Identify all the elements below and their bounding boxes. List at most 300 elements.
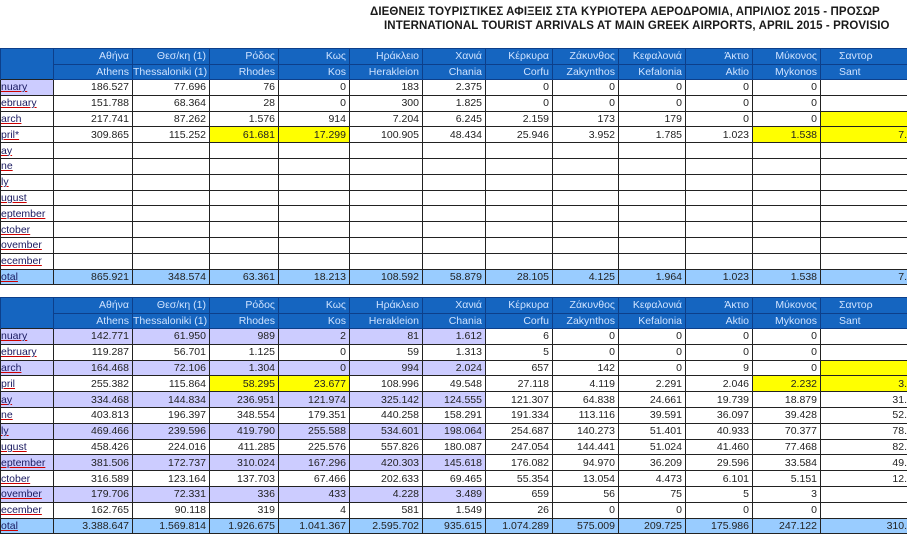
value-cell[interactable] bbox=[210, 206, 279, 222]
value-cell[interactable]: 0 bbox=[553, 344, 619, 360]
value-cell[interactable]: 58.879 bbox=[423, 269, 486, 285]
value-cell[interactable]: 3 bbox=[753, 486, 821, 502]
value-cell[interactable]: 173 bbox=[553, 111, 619, 127]
value-cell[interactable]: 0 bbox=[753, 111, 821, 127]
value-cell[interactable] bbox=[821, 486, 907, 502]
value-cell[interactable]: 2 bbox=[279, 329, 350, 345]
value-cell[interactable]: 0 bbox=[553, 80, 619, 96]
value-cell[interactable]: 63.361 bbox=[210, 269, 279, 285]
value-cell[interactable] bbox=[279, 206, 350, 222]
value-cell[interactable]: 61.950 bbox=[133, 329, 210, 345]
value-cell[interactable]: 224.016 bbox=[133, 439, 210, 455]
value-cell[interactable]: 36.097 bbox=[686, 407, 753, 423]
value-cell[interactable] bbox=[821, 222, 907, 238]
value-cell[interactable]: 3. bbox=[821, 376, 907, 392]
value-cell[interactable]: 69.465 bbox=[423, 471, 486, 487]
value-cell[interactable]: 3.952 bbox=[553, 127, 619, 143]
value-cell[interactable]: 247.122 bbox=[753, 518, 821, 534]
value-cell[interactable]: 2.159 bbox=[486, 111, 553, 127]
value-cell[interactable] bbox=[821, 174, 907, 190]
value-cell[interactable] bbox=[486, 206, 553, 222]
value-cell[interactable]: 310. bbox=[821, 518, 907, 534]
value-cell[interactable] bbox=[350, 158, 423, 174]
row-label-cell[interactable] bbox=[1, 237, 54, 253]
value-cell[interactable] bbox=[54, 190, 133, 206]
value-cell[interactable] bbox=[686, 190, 753, 206]
value-cell[interactable]: 309.865 bbox=[54, 127, 133, 143]
value-cell[interactable] bbox=[753, 222, 821, 238]
value-cell[interactable] bbox=[553, 222, 619, 238]
value-cell[interactable]: 7. bbox=[821, 269, 907, 285]
value-cell[interactable]: 81 bbox=[350, 329, 423, 345]
value-cell[interactable]: 659 bbox=[486, 486, 553, 502]
value-cell[interactable]: 914 bbox=[279, 111, 350, 127]
value-cell[interactable]: 1.785 bbox=[619, 127, 686, 143]
row-label-cell[interactable] bbox=[1, 423, 54, 439]
value-cell[interactable]: 186.527 bbox=[54, 80, 133, 96]
value-cell[interactable] bbox=[486, 253, 553, 269]
value-cell[interactable]: 172.737 bbox=[133, 455, 210, 471]
value-cell[interactable] bbox=[279, 143, 350, 159]
value-cell[interactable]: 27.118 bbox=[486, 376, 553, 392]
value-cell[interactable]: 119.287 bbox=[54, 344, 133, 360]
value-cell[interactable]: 381.506 bbox=[54, 455, 133, 471]
value-cell[interactable]: 1.023 bbox=[686, 127, 753, 143]
value-cell[interactable]: 2.046 bbox=[686, 376, 753, 392]
row-label-cell[interactable] bbox=[1, 253, 54, 269]
value-cell[interactable]: 989 bbox=[210, 329, 279, 345]
value-cell[interactable] bbox=[753, 174, 821, 190]
value-cell[interactable]: 0 bbox=[686, 502, 753, 518]
value-cell[interactable] bbox=[686, 158, 753, 174]
value-cell[interactable]: 121.974 bbox=[279, 392, 350, 408]
value-cell[interactable] bbox=[753, 158, 821, 174]
value-cell[interactable] bbox=[279, 237, 350, 253]
value-cell[interactable] bbox=[54, 206, 133, 222]
value-cell[interactable] bbox=[350, 143, 423, 159]
value-cell[interactable]: 0 bbox=[619, 502, 686, 518]
value-cell[interactable]: 5 bbox=[486, 344, 553, 360]
value-cell[interactable]: 0 bbox=[619, 95, 686, 111]
row-label-cell[interactable] bbox=[1, 127, 54, 143]
value-cell[interactable]: 0 bbox=[753, 502, 821, 518]
value-cell[interactable]: 4 bbox=[279, 502, 350, 518]
row-label-cell[interactable] bbox=[1, 111, 54, 127]
value-cell[interactable]: 180.087 bbox=[423, 439, 486, 455]
value-cell[interactable] bbox=[619, 222, 686, 238]
value-cell[interactable]: 254.687 bbox=[486, 423, 553, 439]
value-cell[interactable]: 6.101 bbox=[686, 471, 753, 487]
value-cell[interactable]: 61.681 bbox=[210, 127, 279, 143]
value-cell[interactable] bbox=[350, 222, 423, 238]
value-cell[interactable] bbox=[821, 95, 907, 111]
value-cell[interactable]: 0 bbox=[553, 95, 619, 111]
row-label-cell[interactable] bbox=[1, 455, 54, 471]
value-cell[interactable]: 31. bbox=[821, 392, 907, 408]
value-cell[interactable]: 225.576 bbox=[279, 439, 350, 455]
value-cell[interactable]: 70.377 bbox=[753, 423, 821, 439]
value-cell[interactable]: 59 bbox=[350, 344, 423, 360]
value-cell[interactable]: 0 bbox=[553, 502, 619, 518]
value-cell[interactable]: 25.946 bbox=[486, 127, 553, 143]
row-label-cell[interactable] bbox=[1, 439, 54, 455]
value-cell[interactable]: 39.428 bbox=[753, 407, 821, 423]
value-cell[interactable] bbox=[423, 158, 486, 174]
value-cell[interactable]: 469.466 bbox=[54, 423, 133, 439]
value-cell[interactable]: 145.618 bbox=[423, 455, 486, 471]
value-cell[interactable]: 164.468 bbox=[54, 360, 133, 376]
value-cell[interactable]: 18.879 bbox=[753, 392, 821, 408]
value-cell[interactable]: 78. bbox=[821, 423, 907, 439]
value-cell[interactable]: 48.434 bbox=[423, 127, 486, 143]
value-cell[interactable] bbox=[350, 190, 423, 206]
value-cell[interactable]: 557.826 bbox=[350, 439, 423, 455]
value-cell[interactable] bbox=[821, 344, 907, 360]
value-cell[interactable] bbox=[133, 190, 210, 206]
row-label-cell[interactable] bbox=[1, 392, 54, 408]
value-cell[interactable] bbox=[619, 190, 686, 206]
value-cell[interactable]: 52. bbox=[821, 407, 907, 423]
value-cell[interactable]: 236.951 bbox=[210, 392, 279, 408]
value-cell[interactable]: 158.291 bbox=[423, 407, 486, 423]
value-cell[interactable]: 316.589 bbox=[54, 471, 133, 487]
value-cell[interactable] bbox=[686, 253, 753, 269]
value-cell[interactable]: 77.696 bbox=[133, 80, 210, 96]
value-cell[interactable] bbox=[553, 253, 619, 269]
value-cell[interactable]: 39.591 bbox=[619, 407, 686, 423]
value-cell[interactable]: 0 bbox=[553, 329, 619, 345]
row-label-cell[interactable] bbox=[1, 143, 54, 159]
value-cell[interactable]: 935.615 bbox=[423, 518, 486, 534]
value-cell[interactable]: 29.596 bbox=[686, 455, 753, 471]
value-cell[interactable]: 0 bbox=[279, 344, 350, 360]
value-cell[interactable] bbox=[821, 329, 907, 345]
value-cell[interactable]: 0 bbox=[753, 360, 821, 376]
value-cell[interactable]: 1.125 bbox=[210, 344, 279, 360]
value-cell[interactable]: 0 bbox=[753, 95, 821, 111]
value-cell[interactable]: 55.354 bbox=[486, 471, 553, 487]
row-label-cell[interactable] bbox=[1, 407, 54, 423]
value-cell[interactable] bbox=[279, 174, 350, 190]
value-cell[interactable]: 90.118 bbox=[133, 502, 210, 518]
value-cell[interactable]: 0 bbox=[619, 80, 686, 96]
value-cell[interactable] bbox=[54, 237, 133, 253]
value-cell[interactable]: 51.024 bbox=[619, 439, 686, 455]
value-cell[interactable] bbox=[423, 174, 486, 190]
value-cell[interactable]: 1.023 bbox=[686, 269, 753, 285]
value-cell[interactable] bbox=[821, 158, 907, 174]
row-label-cell[interactable] bbox=[1, 502, 54, 518]
value-cell[interactable] bbox=[210, 174, 279, 190]
value-cell[interactable] bbox=[821, 111, 907, 127]
value-cell[interactable]: 1.612 bbox=[423, 329, 486, 345]
value-cell[interactable] bbox=[753, 143, 821, 159]
value-cell[interactable]: 1.569.814 bbox=[133, 518, 210, 534]
value-cell[interactable]: 9 bbox=[686, 360, 753, 376]
row-label-cell[interactable] bbox=[1, 190, 54, 206]
value-cell[interactable] bbox=[619, 206, 686, 222]
value-cell[interactable]: 17.299 bbox=[279, 127, 350, 143]
value-cell[interactable]: 40.933 bbox=[686, 423, 753, 439]
value-cell[interactable] bbox=[210, 190, 279, 206]
value-cell[interactable]: 0 bbox=[686, 95, 753, 111]
value-cell[interactable] bbox=[279, 190, 350, 206]
value-cell[interactable]: 2.024 bbox=[423, 360, 486, 376]
value-cell[interactable]: 124.555 bbox=[423, 392, 486, 408]
value-cell[interactable]: 151.788 bbox=[54, 95, 133, 111]
value-cell[interactable]: 75 bbox=[619, 486, 686, 502]
value-cell[interactable] bbox=[553, 206, 619, 222]
row-label-cell[interactable] bbox=[1, 222, 54, 238]
value-cell[interactable]: 176.082 bbox=[486, 455, 553, 471]
value-cell[interactable]: 458.426 bbox=[54, 439, 133, 455]
value-cell[interactable]: 144.441 bbox=[553, 439, 619, 455]
value-cell[interactable]: 325.142 bbox=[350, 392, 423, 408]
value-cell[interactable]: 123.164 bbox=[133, 471, 210, 487]
value-cell[interactable] bbox=[821, 237, 907, 253]
value-cell[interactable]: 100.905 bbox=[350, 127, 423, 143]
value-cell[interactable]: 4.473 bbox=[619, 471, 686, 487]
value-cell[interactable]: 0 bbox=[486, 95, 553, 111]
value-cell[interactable]: 0 bbox=[619, 329, 686, 345]
value-cell[interactable]: 142.771 bbox=[54, 329, 133, 345]
value-cell[interactable]: 2.232 bbox=[753, 376, 821, 392]
value-cell[interactable]: 1.825 bbox=[423, 95, 486, 111]
value-cell[interactable]: 6 bbox=[486, 329, 553, 345]
value-cell[interactable]: 87.262 bbox=[133, 111, 210, 127]
value-cell[interactable]: 420.303 bbox=[350, 455, 423, 471]
value-cell[interactable] bbox=[210, 158, 279, 174]
value-cell[interactable]: 3.388.647 bbox=[54, 518, 133, 534]
value-cell[interactable] bbox=[553, 174, 619, 190]
value-cell[interactable]: 239.596 bbox=[133, 423, 210, 439]
value-cell[interactable] bbox=[486, 158, 553, 174]
value-cell[interactable] bbox=[553, 190, 619, 206]
value-cell[interactable] bbox=[279, 222, 350, 238]
value-cell[interactable]: 336 bbox=[210, 486, 279, 502]
value-cell[interactable]: 12. bbox=[821, 471, 907, 487]
value-cell[interactable] bbox=[423, 237, 486, 253]
value-cell[interactable] bbox=[486, 174, 553, 190]
value-cell[interactable]: 198.064 bbox=[423, 423, 486, 439]
value-cell[interactable]: 137.703 bbox=[210, 471, 279, 487]
value-cell[interactable]: 440.258 bbox=[350, 407, 423, 423]
value-cell[interactable] bbox=[133, 143, 210, 159]
row-label-cell[interactable] bbox=[1, 174, 54, 190]
row-label-cell[interactable] bbox=[1, 206, 54, 222]
value-cell[interactable]: 0 bbox=[279, 80, 350, 96]
value-cell[interactable] bbox=[486, 143, 553, 159]
value-cell[interactable]: 113.116 bbox=[553, 407, 619, 423]
value-cell[interactable]: 191.334 bbox=[486, 407, 553, 423]
value-cell[interactable] bbox=[686, 174, 753, 190]
value-cell[interactable]: 162.765 bbox=[54, 502, 133, 518]
value-cell[interactable]: 1.576 bbox=[210, 111, 279, 127]
value-cell[interactable]: 179.706 bbox=[54, 486, 133, 502]
value-cell[interactable]: 183 bbox=[350, 80, 423, 96]
row-label-cell[interactable] bbox=[1, 518, 54, 534]
value-cell[interactable] bbox=[133, 253, 210, 269]
value-cell[interactable]: 77.468 bbox=[753, 439, 821, 455]
value-cell[interactable]: 4.119 bbox=[553, 376, 619, 392]
value-cell[interactable]: 865.921 bbox=[54, 269, 133, 285]
value-cell[interactable]: 41.460 bbox=[686, 439, 753, 455]
value-cell[interactable]: 0 bbox=[753, 344, 821, 360]
value-cell[interactable]: 6.245 bbox=[423, 111, 486, 127]
value-cell[interactable] bbox=[686, 143, 753, 159]
value-cell[interactable] bbox=[423, 253, 486, 269]
value-cell[interactable]: 310.024 bbox=[210, 455, 279, 471]
value-cell[interactable]: 51.401 bbox=[619, 423, 686, 439]
value-cell[interactable]: 0 bbox=[686, 344, 753, 360]
value-cell[interactable]: 115.864 bbox=[133, 376, 210, 392]
value-cell[interactable] bbox=[821, 253, 907, 269]
value-cell[interactable] bbox=[423, 222, 486, 238]
value-cell[interactable]: 247.054 bbox=[486, 439, 553, 455]
value-cell[interactable]: 108.996 bbox=[350, 376, 423, 392]
value-cell[interactable] bbox=[54, 158, 133, 174]
value-cell[interactable] bbox=[686, 237, 753, 253]
value-cell[interactable] bbox=[486, 190, 553, 206]
value-cell[interactable] bbox=[210, 222, 279, 238]
value-cell[interactable]: 0 bbox=[753, 80, 821, 96]
value-cell[interactable]: 1.538 bbox=[753, 269, 821, 285]
value-cell[interactable] bbox=[54, 253, 133, 269]
value-cell[interactable]: 0 bbox=[686, 80, 753, 96]
value-cell[interactable]: 13.054 bbox=[553, 471, 619, 487]
value-cell[interactable] bbox=[210, 237, 279, 253]
value-cell[interactable]: 1.041.367 bbox=[279, 518, 350, 534]
value-cell[interactable] bbox=[210, 143, 279, 159]
value-cell[interactable]: 1.964 bbox=[619, 269, 686, 285]
value-cell[interactable]: 411.285 bbox=[210, 439, 279, 455]
value-cell[interactable]: 1.926.675 bbox=[210, 518, 279, 534]
value-cell[interactable]: 3.489 bbox=[423, 486, 486, 502]
value-cell[interactable]: 64.838 bbox=[553, 392, 619, 408]
value-cell[interactable] bbox=[553, 158, 619, 174]
value-cell[interactable] bbox=[821, 502, 907, 518]
value-cell[interactable]: 142 bbox=[553, 360, 619, 376]
value-cell[interactable] bbox=[486, 222, 553, 238]
value-cell[interactable]: 1.074.289 bbox=[486, 518, 553, 534]
value-cell[interactable]: 433 bbox=[279, 486, 350, 502]
value-cell[interactable]: 36.209 bbox=[619, 455, 686, 471]
value-cell[interactable]: 334.468 bbox=[54, 392, 133, 408]
row-label-cell[interactable] bbox=[1, 486, 54, 502]
value-cell[interactable]: 19.739 bbox=[686, 392, 753, 408]
value-cell[interactable] bbox=[821, 190, 907, 206]
value-cell[interactable]: 94.970 bbox=[553, 455, 619, 471]
value-cell[interactable] bbox=[133, 206, 210, 222]
value-cell[interactable]: 28.105 bbox=[486, 269, 553, 285]
value-cell[interactable] bbox=[54, 143, 133, 159]
value-cell[interactable]: 581 bbox=[350, 502, 423, 518]
value-cell[interactable]: 0 bbox=[619, 360, 686, 376]
value-cell[interactable] bbox=[753, 206, 821, 222]
value-cell[interactable]: 255.588 bbox=[279, 423, 350, 439]
value-cell[interactable]: 0 bbox=[686, 329, 753, 345]
value-cell[interactable]: 58.295 bbox=[210, 376, 279, 392]
value-cell[interactable] bbox=[821, 80, 907, 96]
value-cell[interactable]: 2.595.702 bbox=[350, 518, 423, 534]
value-cell[interactable] bbox=[279, 253, 350, 269]
value-cell[interactable]: 0 bbox=[619, 344, 686, 360]
value-cell[interactable]: 23.677 bbox=[279, 376, 350, 392]
value-cell[interactable]: 209.725 bbox=[619, 518, 686, 534]
value-cell[interactable] bbox=[553, 143, 619, 159]
value-cell[interactable]: 348.554 bbox=[210, 407, 279, 423]
value-cell[interactable] bbox=[619, 143, 686, 159]
value-cell[interactable] bbox=[619, 253, 686, 269]
value-cell[interactable] bbox=[133, 174, 210, 190]
row-label-cell[interactable] bbox=[1, 471, 54, 487]
value-cell[interactable] bbox=[210, 253, 279, 269]
value-cell[interactable] bbox=[133, 237, 210, 253]
value-cell[interactable] bbox=[686, 222, 753, 238]
row-label-cell[interactable] bbox=[1, 95, 54, 111]
value-cell[interactable]: 0 bbox=[486, 80, 553, 96]
value-cell[interactable] bbox=[350, 253, 423, 269]
value-cell[interactable]: 33.584 bbox=[753, 455, 821, 471]
value-cell[interactable]: 167.296 bbox=[279, 455, 350, 471]
value-cell[interactable]: 534.601 bbox=[350, 423, 423, 439]
value-cell[interactable]: 0 bbox=[686, 111, 753, 127]
value-cell[interactable]: 1.538 bbox=[753, 127, 821, 143]
value-cell[interactable]: 28 bbox=[210, 95, 279, 111]
value-cell[interactable]: 76 bbox=[210, 80, 279, 96]
value-cell[interactable]: 179.351 bbox=[279, 407, 350, 423]
value-cell[interactable]: 5.151 bbox=[753, 471, 821, 487]
value-cell[interactable] bbox=[753, 190, 821, 206]
value-cell[interactable] bbox=[619, 158, 686, 174]
value-cell[interactable] bbox=[821, 206, 907, 222]
value-cell[interactable]: 68.364 bbox=[133, 95, 210, 111]
value-cell[interactable]: 217.741 bbox=[54, 111, 133, 127]
value-cell[interactable]: 67.466 bbox=[279, 471, 350, 487]
value-cell[interactable] bbox=[423, 206, 486, 222]
value-cell[interactable]: 24.661 bbox=[619, 392, 686, 408]
value-cell[interactable]: 56.701 bbox=[133, 344, 210, 360]
value-cell[interactable] bbox=[279, 158, 350, 174]
value-cell[interactable] bbox=[753, 253, 821, 269]
row-label-cell[interactable] bbox=[1, 360, 54, 376]
value-cell[interactable]: 108.592 bbox=[350, 269, 423, 285]
value-cell[interactable]: 0 bbox=[279, 95, 350, 111]
value-cell[interactable]: 26 bbox=[486, 502, 553, 518]
value-cell[interactable]: 82. bbox=[821, 439, 907, 455]
value-cell[interactable]: 4.125 bbox=[553, 269, 619, 285]
value-cell[interactable]: 300 bbox=[350, 95, 423, 111]
value-cell[interactable] bbox=[54, 222, 133, 238]
value-cell[interactable]: 419.790 bbox=[210, 423, 279, 439]
value-cell[interactable]: 2.375 bbox=[423, 80, 486, 96]
value-cell[interactable] bbox=[350, 206, 423, 222]
value-cell[interactable]: 0 bbox=[753, 329, 821, 345]
value-cell[interactable]: 657 bbox=[486, 360, 553, 376]
row-label-cell[interactable] bbox=[1, 376, 54, 392]
value-cell[interactable] bbox=[686, 206, 753, 222]
value-cell[interactable]: 140.273 bbox=[553, 423, 619, 439]
value-cell[interactable]: 4.228 bbox=[350, 486, 423, 502]
value-cell[interactable]: 175.986 bbox=[686, 518, 753, 534]
value-cell[interactable]: 18.213 bbox=[279, 269, 350, 285]
value-cell[interactable]: 7.204 bbox=[350, 111, 423, 127]
value-cell[interactable] bbox=[133, 222, 210, 238]
value-cell[interactable]: 5 bbox=[686, 486, 753, 502]
value-cell[interactable]: 49. bbox=[821, 455, 907, 471]
value-cell[interactable]: 121.307 bbox=[486, 392, 553, 408]
value-cell[interactable] bbox=[350, 174, 423, 190]
